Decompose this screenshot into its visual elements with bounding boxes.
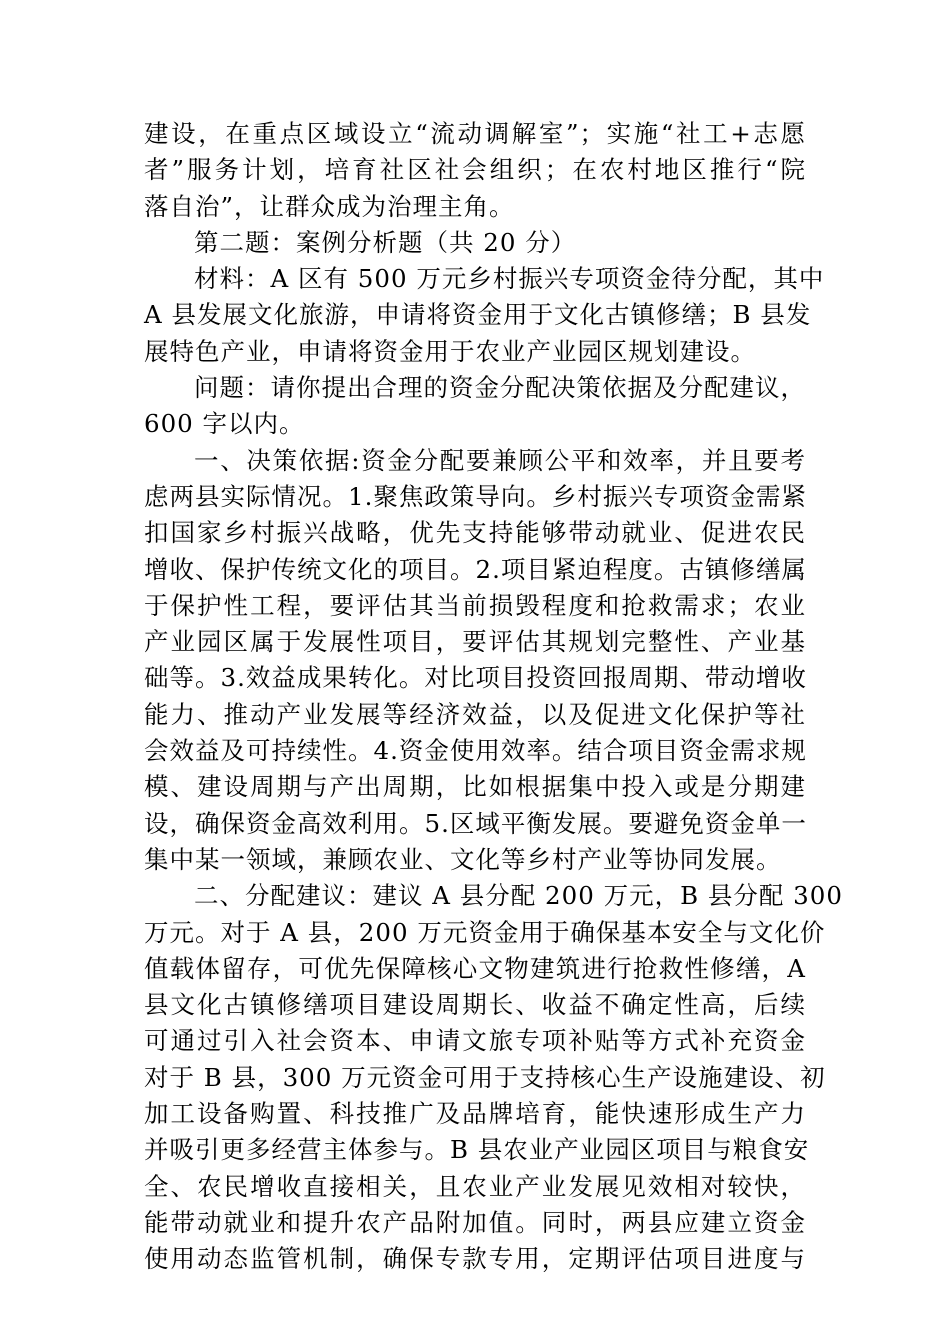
text-line: 建设，在重点区域设立“流动调解室”；实施“社工+志愿 xyxy=(144,119,806,148)
body-text xyxy=(144,116,843,1278)
text-line: 对于 B 县，300 万元资金可用于支持核心生产设施建设、初 xyxy=(144,1062,826,1092)
text-line: A 县发展文化旅游，申请将资金用于文化古镇修缮；B 县发 xyxy=(144,300,812,330)
text-line: 展特色产业，申请将资金用于农业产业园区规划建设。 xyxy=(144,336,756,366)
section-heading-question-2 xyxy=(144,225,806,261)
text-line: 第二题：案例分析题（共 20 分） xyxy=(194,227,577,257)
text-line: 能带动就业和提升农产品附加值。同时，两县应建立资金 xyxy=(144,1207,806,1237)
text-line: 可通过引入社会资本、申请文旅专项补贴等方式补充资金 xyxy=(144,1026,806,1056)
text-line: 落自治”，让群众成为治理主角。 xyxy=(144,191,515,221)
text-line: 值载体留存，可优先保障核心文物建筑进行抢救性修缮，A xyxy=(144,953,806,983)
text-line: 增收、保护传统文化的项目。2.项目紧迫程度。古镇修缮属 xyxy=(144,554,807,584)
text-line: 使用动态监管机制，确保专款专用，定期评估项目进度与 xyxy=(144,1244,806,1274)
text-line: 600 字以内。 xyxy=(144,409,305,439)
paragraph-question xyxy=(144,370,806,443)
text-line: 问题：请你提出合理的资金分配决策依据及分配建议， xyxy=(194,373,806,403)
text-line: 并吸引更多经营主体参与。B 县农业产业园区项目与粮食安 xyxy=(144,1135,810,1165)
text-line: 加工设备购置、科技推广及品牌培育，能快速形成生产力 xyxy=(144,1099,806,1129)
text-line: 一、决策依据:资金分配要兼顾公平和效率，并且要考 xyxy=(194,445,806,475)
text-line: 扣国家乡村振兴战略，优先支持能够带动就业、促进农民 xyxy=(144,518,806,548)
text-line: 产业园区属于发展性项目，要评估其规划完整性、产业基 xyxy=(144,627,806,657)
text-line: 材料：A 区有 500 万元乡村振兴专项资金待分配，其中 xyxy=(194,264,825,294)
text-line: 虑两县实际情况。1.聚焦政策导向。乡村振兴专项资金需紧 xyxy=(144,481,807,511)
text-line: 者”服务计划，培育社区社会组织；在农村地区推行“院 xyxy=(144,155,806,185)
text-line: 二、分配建议：建议 A 县分配 200 万元，B 县分配 300 xyxy=(194,881,843,911)
paragraph-material xyxy=(144,261,825,370)
text-line: 能力、推动产业发展等经济效益，以及促进文化保护等社 xyxy=(144,699,806,729)
text-line: 县文化古镇修缮项目建设周期长、收益不确定性高，后续 xyxy=(144,990,806,1020)
paragraph-allocation-suggestion xyxy=(144,878,843,1277)
text-line: 万元。对于 A 县，200 万元资金用于确保基本安全与文化价 xyxy=(144,917,826,947)
text-line: 全、农民增收直接相关，且农业产业发展见效相对较快， xyxy=(144,1171,806,1201)
text-line: 础等。3.效益成果转化。对比项目投资回报周期、带动增收 xyxy=(144,663,807,693)
paragraph-community-governance xyxy=(144,116,806,225)
text-line: 于保护性工程，要评估其当前损毁程度和抢救需求；农业 xyxy=(144,590,806,620)
text-line: 模、建设周期与产出周期，比如根据集中投入或是分期建 xyxy=(144,772,806,802)
text-line: 集中某一领域，兼顾农业、文化等乡村产业等协同发展。 xyxy=(144,844,782,874)
paragraph-decision-basis xyxy=(144,443,806,879)
text-line: 会效益及可持续性。4.资金使用效率。结合项目资金需求规 xyxy=(144,736,807,766)
text-line: 设，确保资金高效利用。5.区域平衡发展。要避免资金单一 xyxy=(144,808,807,838)
